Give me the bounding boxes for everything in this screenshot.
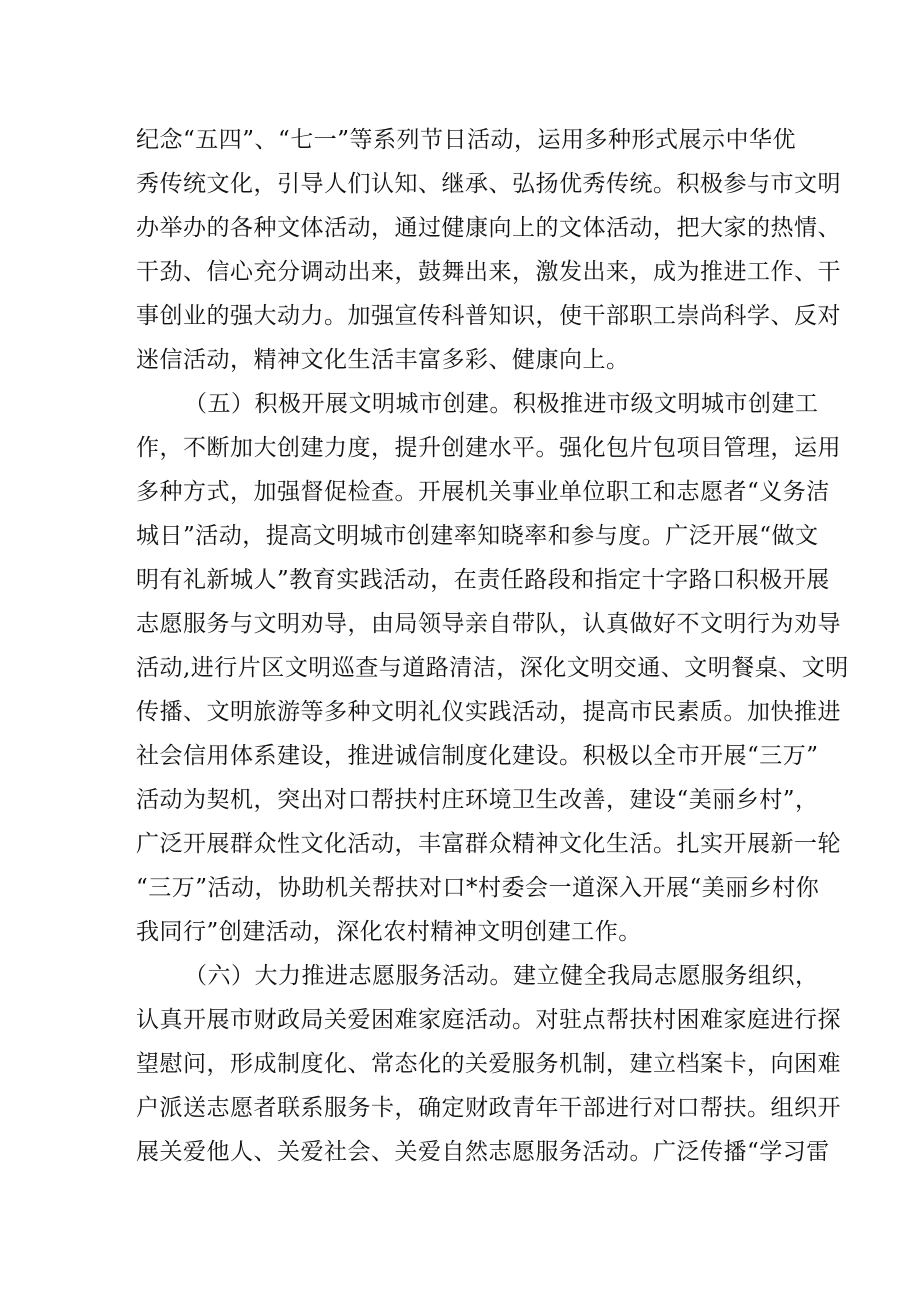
- text-line: 社会信用体系建设，推进诚信制度化建设。积极以全市开展“三万”: [136, 743, 819, 769]
- text-line: 明有礼新城人”教育实践活动，在责任路段和指定十字路口积极开展: [136, 567, 830, 593]
- section-heading-line: （六）大力推进志愿服务活动。建立健全我局志愿服务组织，: [184, 963, 819, 989]
- text-line: 迷信活动，精神文化生活丰富多彩、健康向上。: [136, 347, 630, 373]
- text-line: 展关爱他人、关爱社会、关爱自然志愿服务活动。广泛传播“学习雷: [136, 1139, 830, 1165]
- text-line: 秀传统文化，引导人们认知、继承、弘扬优秀传统。积极参与市文明: [136, 171, 841, 197]
- text-line: 我同行”创建活动，深化农村精神文明创建工作。: [136, 919, 642, 945]
- text-line: 多种方式，加强督促检查。开展机关事业单位职工和志愿者“义务洁: [136, 479, 830, 505]
- section-heading-line: （五）积极开展文明城市创建。积极推进市级文明城市创建工: [184, 391, 819, 417]
- text-line: 望慰问，形成制度化、常态化的关爱服务机制，建立档案卡，向困难: [136, 1051, 841, 1077]
- text-line: “三万”活动，协助机关帮扶对口*村委会一道深入开展“美丽乡村你: [136, 875, 820, 901]
- text-line: 城日”活动，提高文明城市创建率知晓率和参与度。广泛开展“做文: [136, 523, 819, 549]
- text-line: 认真开展市财政局关爱困难家庭活动。对驻点帮扶村困难家庭进行探: [136, 1007, 841, 1033]
- text-line: 纪念“五四”、“七一”等系列节日活动，运用多种形式展示中华优: [136, 127, 797, 153]
- text-line: 传播、文明旅游等多种文明礼仪实践活动，提高市民素质。加快推进: [136, 699, 841, 725]
- text-line: 干劲、信心充分调动出来，鼓舞出来，激发出来，成为推进工作、干: [136, 259, 841, 285]
- text-line: 事创业的强大动力。加强宣传科普知识，使干部职工崇尚科学、反对: [136, 303, 841, 329]
- text-line: 活动,进行片区文明巡查与道路清洁，深化文明交通、文明餐桌、文明: [136, 655, 849, 681]
- text-line: 志愿服务与文明劝导，由局领导亲自带队，认真做好不文明行为劝导: [136, 611, 841, 637]
- text-line: 活动为契机，突出对口帮扶村庄环境卫生改善，建设“美丽乡村”，: [136, 787, 819, 813]
- text-line: 户派送志愿者联系服务卡，确定财政青年干部进行对口帮扶。组织开: [136, 1095, 841, 1121]
- text-line: 办举办的各种文体活动，通过健康向上的文体活动，把大家的热情、: [136, 215, 841, 241]
- text-line: 作，不断加大创建力度，提升创建水平。强化包片包项目管理，运用: [136, 435, 841, 461]
- text-line: 广泛开展群众性文化活动，丰富群众精神文化生活。扎实开展新一轮: [136, 831, 841, 857]
